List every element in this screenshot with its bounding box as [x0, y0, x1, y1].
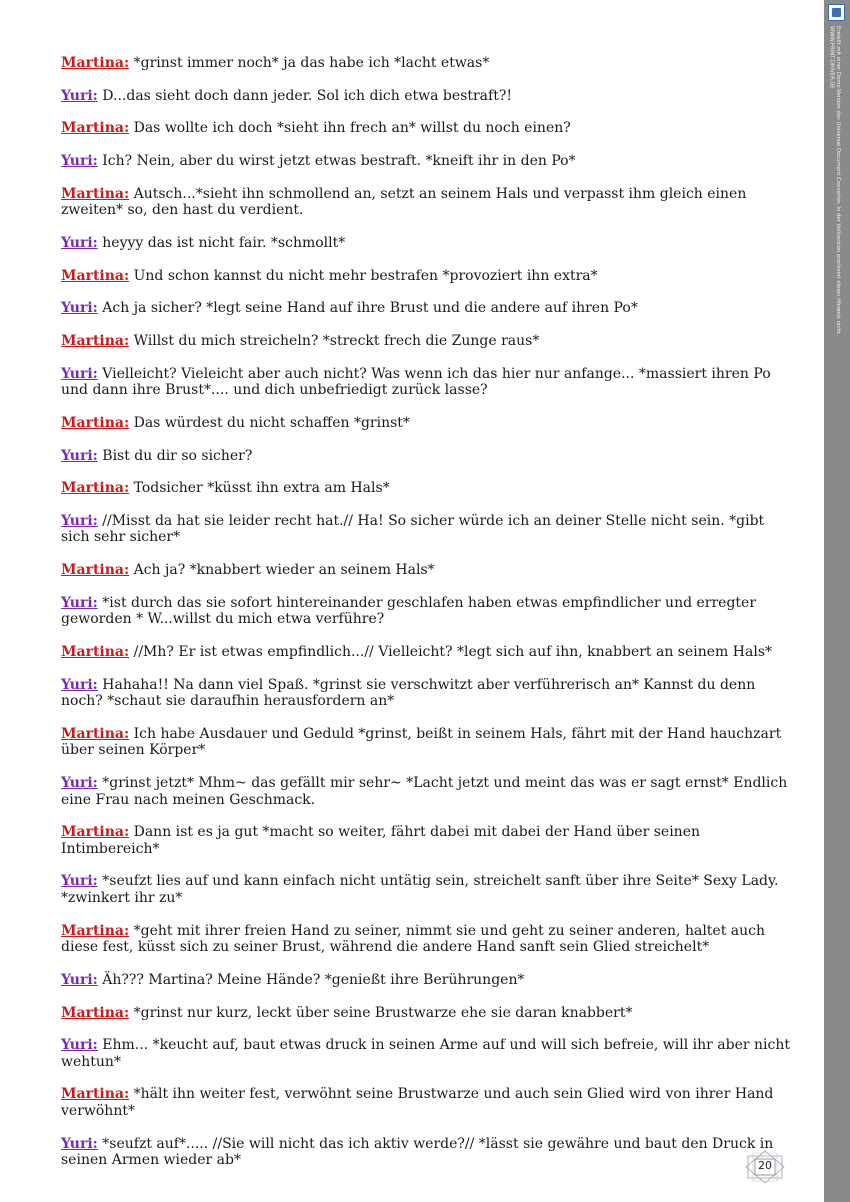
speaker-name-martina: Martina: — [61, 1004, 130, 1021]
dialogue-line — [61, 775, 796, 808]
dialogue-text: *grinst immer noch* ja das habe ich *lacht etwas* — [133, 55, 490, 71]
universal-document-converter-logo-icon — [828, 4, 845, 21]
speaker-name-yuri: Yuri: — [61, 676, 98, 693]
dialogue-text: Ach ja sicher? *legt seine Hand auf ihre Brust und die andere auf ihren Po* — [102, 300, 638, 317]
speaker-name-martina: Martina: — [61, 480, 130, 497]
dialogue-text: *ist durch das sie sofort hintereinander geschlafen haben etwas empfindlicher und erregter geworden * W...willst du mich etwa verführe? — [61, 594, 757, 628]
page-number-badge — [744, 1150, 786, 1184]
dialogue-content — [61, 55, 796, 1185]
dialogue-text: *grinst nur kurz, leckt über seine Brustwarze ehe sie daran knabbert* — [133, 1004, 633, 1021]
speaker-name-martina: Martina: — [61, 725, 130, 742]
dialogue-line — [61, 186, 796, 219]
converter-sidebar — [824, 0, 850, 1202]
speaker-name-yuri: Yuri: — [61, 775, 98, 792]
speaker-name-martina: Martina: — [61, 644, 130, 660]
demo-notice-text: Erstellt mit einer Demo-Version des Universal Document Converter. In der Vollversion erscheint dieser Hinweis nicht. — [835, 26, 842, 336]
dialogue-text: *seufzt auf*..... //Sie will nicht das ich aktiv werde?// *lässt sie gewähre und baut den Druck in seinen Armen wieder ab* — [61, 1135, 774, 1169]
dialogue-text: Äh??? Martina? Meine Hände? *genießt ihre Berührungen* — [102, 971, 525, 988]
dialogue-line — [61, 448, 796, 465]
speaker-name-martina: Martina: — [61, 55, 130, 71]
dialogue-text: Bist du dir so sicher? — [102, 447, 253, 464]
speaker-name-martina: Martina: — [61, 562, 130, 579]
speaker-name-yuri: Yuri: — [61, 234, 98, 251]
dialogue-text: Ich? Nein, aber du wirst jetzt etwas bestraft. *kneift ihr in den Po* — [102, 153, 576, 170]
dialogue-line — [61, 268, 796, 285]
dialogue-line — [61, 480, 796, 497]
dialogue-text: Hahaha!! Na dann viel Spaß. *grinst sie verschwitzt aber verführerisch an* Kannst du denn noch? *schaut sie daraufhin herausfordern an* — [61, 676, 756, 710]
dialogue-line — [61, 300, 796, 317]
dialogue-line — [61, 55, 796, 72]
speaker-name-martina: Martina: — [61, 267, 130, 284]
dialogue-line — [61, 1005, 796, 1022]
speaker-name-yuri: Yuri: — [61, 1135, 98, 1152]
dialogue-text: Das wollte ich doch *sieht ihn frech an* willst du noch einen? — [133, 120, 571, 137]
dialogue-line — [61, 333, 796, 350]
speaker-name-yuri: Yuri: — [61, 512, 98, 529]
speaker-name-martina: Martina: — [61, 922, 130, 939]
dialogue-text: Dann ist es ja gut *macht so weiter, fährt dabei mit dabei der Hand über seinen Intimbereich* — [61, 824, 701, 857]
dialogue-text: Ehm... *keucht auf, baut etwas druck in seinen Arme auf und will sich befreie, will ihr aber nicht wehtun* — [61, 1037, 791, 1070]
speaker-name-martina: Martina: — [61, 414, 130, 431]
dialogue-line — [61, 235, 796, 252]
dialogue-text: Ich habe Ausdauer und Geduld *grinst, beißt in seinem Hals, fährt mit der Hand hauchzart über seinen Körper* — [61, 725, 782, 759]
dialogue-text: heyyy das ist nicht fair. *schmollt* — [102, 234, 346, 251]
speaker-name-martina: Martina: — [61, 824, 130, 841]
dialogue-text: *seufzt lies auf und kann einfach nicht untätig sein, streichelt sanft über ihre Seite* Sexy Lady. *zwinkert ihr zu* — [61, 873, 779, 906]
dialogue-line — [61, 120, 796, 137]
dialogue-line — [61, 1136, 796, 1169]
dialogue-text: //Misst da hat sie leider recht hat.// Ha! So sicher würde ich an deiner Stelle nicht sein. *gibt sich sehr sicher* — [61, 512, 765, 546]
dialogue-text: *grinst jetzt* Mhm~ das gefällt mir sehr~ *Lacht jetzt und meint das was er sagt ernst* Endlich eine Frau nach meinen Geschmack. — [61, 775, 788, 808]
dialogue-line — [61, 1037, 796, 1070]
dialogue-line — [61, 415, 796, 432]
demo-notice — [828, 26, 841, 335]
dialogue-text: *hält ihn weiter fest, verwöhnt seine Brustwarze und auch sein Glied wird von ihrer Hand verwöhnt* — [61, 1086, 774, 1119]
dialogue-line — [61, 562, 796, 579]
dialogue-text: Autsch...*sieht ihn schmollend an, setzt an seinem Hals und verpasst ihm gleich einen zweiten* so, den hast du verdient. — [61, 185, 747, 219]
speaker-name-yuri: Yuri: — [61, 365, 98, 382]
dialogue-text: Und schon kannst du nicht mehr bestrafen *provoziert ihn extra* — [133, 267, 598, 284]
dialogue-line — [61, 513, 796, 546]
dialogue-text: Ach ja? *knabbert wieder an seinem Hals* — [133, 562, 435, 579]
dialogue-text: D...das sieht doch dann jeder. Sol ich dich etwa bestraft?! — [102, 87, 512, 104]
demo-notice-url: WWW.PRINT-DRIVER.DE — [828, 26, 835, 89]
page-number: 20 — [758, 1159, 772, 1172]
speaker-name-yuri: Yuri: — [61, 971, 98, 988]
speaker-name-martina: Martina: — [61, 185, 130, 202]
speaker-name-martina: Martina: — [61, 333, 130, 349]
dialogue-text: *geht mit ihrer freien Hand zu seiner, nimmt sie und geht zu seiner anderen, haltet auch diese fest, küsst sich zu seiner Brust, während die andere Hand sanft sein Glied streichelt* — [61, 922, 766, 956]
dialogue-line — [61, 88, 796, 105]
dialogue-line — [61, 153, 796, 170]
dialogue-line — [61, 824, 796, 857]
speaker-name-yuri: Yuri: — [61, 447, 98, 464]
dialogue-text: Vielleicht? Vieleicht aber auch nicht? Was wenn ich das hier nur anfange... *massiert ihren Po und dann ihre Brust*.... und dich unbefriedigt zurück lasse? — [61, 365, 771, 399]
dialogue-line — [61, 677, 796, 710]
speaker-name-yuri: Yuri: — [61, 594, 98, 611]
dialogue-text: Das würdest du nicht schaffen *grinst* — [133, 414, 410, 431]
dialogue-line — [61, 873, 796, 906]
speaker-name-yuri: Yuri: — [61, 87, 98, 104]
dialogue-line — [61, 595, 796, 628]
dialogue-text: Willst du mich streicheln? *streckt frech die Zunge raus* — [133, 333, 540, 349]
speaker-name-yuri: Yuri: — [61, 153, 98, 170]
dialogue-text: Todsicher *küsst ihn extra am Hals* — [133, 480, 390, 497]
dialogue-line — [61, 923, 796, 956]
speaker-name-martina: Martina: — [61, 1086, 130, 1103]
dialogue-line — [61, 726, 796, 759]
dialogue-line — [61, 366, 796, 399]
dialogue-text: //Mh? Er ist etwas empfindlich...// Vielleicht? *legt sich auf ihn, knabbert an seinem Hals* — [133, 644, 773, 660]
speaker-name-yuri: Yuri: — [61, 300, 98, 317]
dialogue-line — [61, 644, 796, 661]
speaker-name-yuri: Yuri: — [61, 873, 98, 890]
speaker-name-martina: Martina: — [61, 120, 130, 137]
dialogue-line — [61, 972, 796, 989]
dialogue-line — [61, 1086, 796, 1119]
speaker-name-yuri: Yuri: — [61, 1037, 98, 1054]
